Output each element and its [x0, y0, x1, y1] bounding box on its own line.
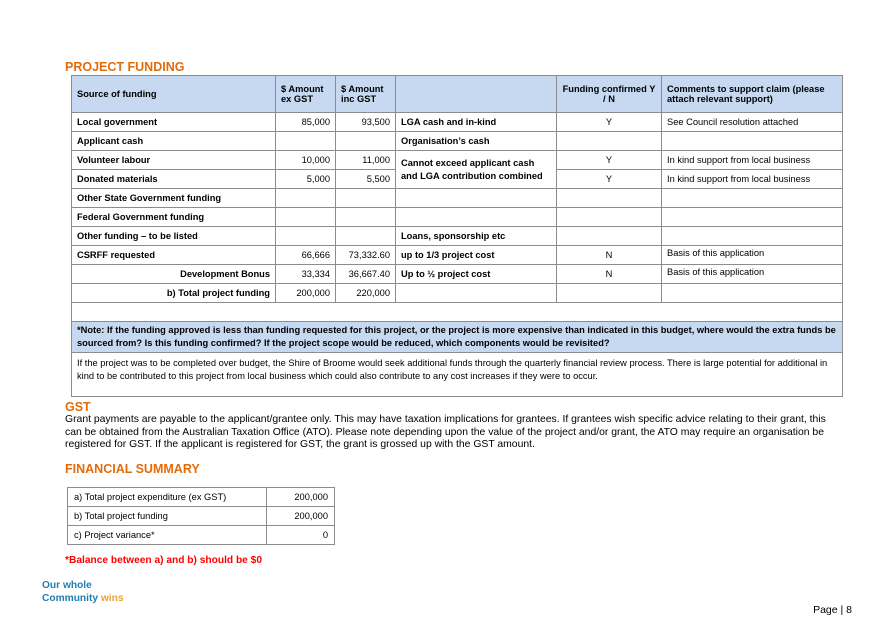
- row-category: Up to ½ project cost: [396, 265, 557, 284]
- logo-line-2-community: Community: [42, 592, 99, 604]
- row-category: [396, 208, 557, 227]
- page-number: Page | 8: [813, 604, 852, 616]
- gst-heading: GST: [65, 400, 91, 414]
- table-row: [68, 507, 335, 526]
- logo-line-1: Our whole: [42, 580, 92, 591]
- header-category: [396, 76, 557, 113]
- table-header-row: [72, 76, 843, 113]
- row-confirmed: [557, 208, 662, 227]
- blank-cell: [72, 303, 843, 322]
- row-category: Loans, sponsorship etc: [396, 227, 557, 246]
- row-source: Other State Government funding: [72, 189, 276, 208]
- financial-summary-heading: FINANCIAL SUMMARY: [65, 462, 200, 476]
- row-confirmed: [557, 189, 662, 208]
- logo-line-2-wins: wins: [100, 592, 124, 604]
- row-inc-gst: 5,500: [336, 170, 396, 189]
- row-inc-gst: 93,500: [336, 113, 396, 132]
- row-ex-gst: 33,334: [276, 265, 336, 284]
- row-category: up to 1/3 project cost: [396, 246, 557, 265]
- header-ex-gst: $ Amount ex GST: [276, 76, 336, 113]
- note-row: [72, 322, 843, 353]
- row-ex-gst: [276, 189, 336, 208]
- row-source: b) Total project funding: [72, 284, 276, 303]
- row-confirmed: Y: [557, 170, 662, 189]
- row-ex-gst: [276, 132, 336, 151]
- answer-row: [72, 353, 843, 397]
- row-ex-gst: 10,000: [276, 151, 336, 170]
- table-row: [72, 113, 843, 132]
- row-source: Federal Government funding: [72, 208, 276, 227]
- project-funding-table: [71, 75, 843, 397]
- header-comments: Comments to support claim (please attach relevant support): [662, 76, 843, 113]
- row-category: [396, 284, 557, 303]
- row-comment: In kind support from local business: [662, 151, 843, 170]
- header-confirmed: Funding confirmed Y / N: [557, 76, 662, 113]
- balance-note: *Balance between a) and b) should be $0: [65, 555, 263, 566]
- summary-value: 200,000: [267, 488, 335, 507]
- row-comment: [662, 227, 843, 246]
- row-inc-gst: [336, 189, 396, 208]
- summary-label: b) Total project funding: [68, 507, 267, 526]
- row-category: LGA cash and in-kind: [396, 113, 557, 132]
- row-comment: See Council resolution attached: [662, 113, 843, 132]
- financial-summary-table: [67, 487, 335, 545]
- row-comment: Basis of this application: [662, 265, 843, 284]
- row-ex-gst: [276, 227, 336, 246]
- table-row: [72, 208, 843, 227]
- table-total-row: [72, 284, 843, 303]
- summary-label: c) Project variance*: [68, 526, 267, 545]
- row-source: Other funding – to be listed: [72, 227, 276, 246]
- row-confirmed: [557, 132, 662, 151]
- table-row: [72, 227, 843, 246]
- summary-value: 200,000: [267, 507, 335, 526]
- row-comment: [662, 284, 843, 303]
- answer-text: If the project was to be completed over budget, the Shire of Broome would seek additional funds through the quarterly financial review process. There is large potential for additional in kind to be contributed to this project from local business which could also contribute to any cost increases if they were to occur.: [72, 353, 843, 397]
- row-category: Organisation’s cash: [396, 132, 557, 151]
- row-ex-gst: 200,000: [276, 284, 336, 303]
- table-row: [72, 189, 843, 208]
- row-inc-gst: 220,000: [336, 284, 396, 303]
- row-comment: Basis of this application: [662, 246, 843, 265]
- table-row: [68, 488, 335, 507]
- row-confirmed: [557, 284, 662, 303]
- row-inc-gst: [336, 227, 396, 246]
- row-inc-gst: [336, 208, 396, 227]
- row-confirmed: Y: [557, 151, 662, 170]
- row-confirmed: N: [557, 265, 662, 284]
- row-ex-gst: 85,000: [276, 113, 336, 132]
- row-source: Development Bonus: [72, 265, 276, 284]
- row-source: CSRFF requested: [72, 246, 276, 265]
- summary-value: 0: [267, 526, 335, 545]
- row-confirmed: [557, 227, 662, 246]
- table-row: [72, 246, 843, 265]
- table-row: [68, 526, 335, 545]
- note-text: *Note: If the funding approved is less than funding requested for this project, or the project is more expensive than indicated in this budget, where would the extra funds be sourced from? Is this funding confirmed? If the project scope would be reduced, which components would be revisited?: [72, 322, 843, 353]
- row-ex-gst: 66,666: [276, 246, 336, 265]
- row-comment: [662, 208, 843, 227]
- gst-paragraph: Grant payments are payable to the applicant/grantee only. This may have taxation implications for grantees. If grantees wish specific advice relating to their grant, this can be obtained from the Australian Taxation Office (ATO). Please note depending upon the value of the project and/or grant, the ATO may require an organisation be registered for GST. If the applicant is registered for GST, the grant is grossed up with the GST amount.: [65, 414, 826, 450]
- row-inc-gst: 36,667.40: [336, 265, 396, 284]
- row-category: [396, 189, 557, 208]
- table-row: [72, 132, 843, 151]
- row-comment: [662, 132, 843, 151]
- row-confirmed: Y: [557, 113, 662, 132]
- row-confirmed: N: [557, 246, 662, 265]
- row-comment: In kind support from local business: [662, 170, 843, 189]
- table-row: [72, 265, 843, 284]
- row-inc-gst: 11,000: [336, 151, 396, 170]
- summary-label: a) Total project expenditure (ex GST): [68, 488, 267, 507]
- row-source: Volunteer labour: [72, 151, 276, 170]
- row-ex-gst: 5,000: [276, 170, 336, 189]
- row-ex-gst: [276, 208, 336, 227]
- blank-row: [72, 303, 843, 322]
- project-funding-heading: PROJECT FUNDING: [65, 60, 185, 74]
- row-source: Local government: [72, 113, 276, 132]
- header-source: Source of funding: [72, 76, 276, 113]
- header-inc-gst: $ Amount inc GST: [336, 76, 396, 113]
- row-inc-gst: 73,332.60: [336, 246, 396, 265]
- row-category: Cannot exceed applicant cash and LGA contribution combined: [396, 151, 557, 189]
- row-comment: [662, 189, 843, 208]
- logo: [42, 580, 124, 605]
- table-row: [72, 151, 843, 170]
- row-source: Donated materials: [72, 170, 276, 189]
- row-inc-gst: [336, 132, 396, 151]
- row-source: Applicant cash: [72, 132, 276, 151]
